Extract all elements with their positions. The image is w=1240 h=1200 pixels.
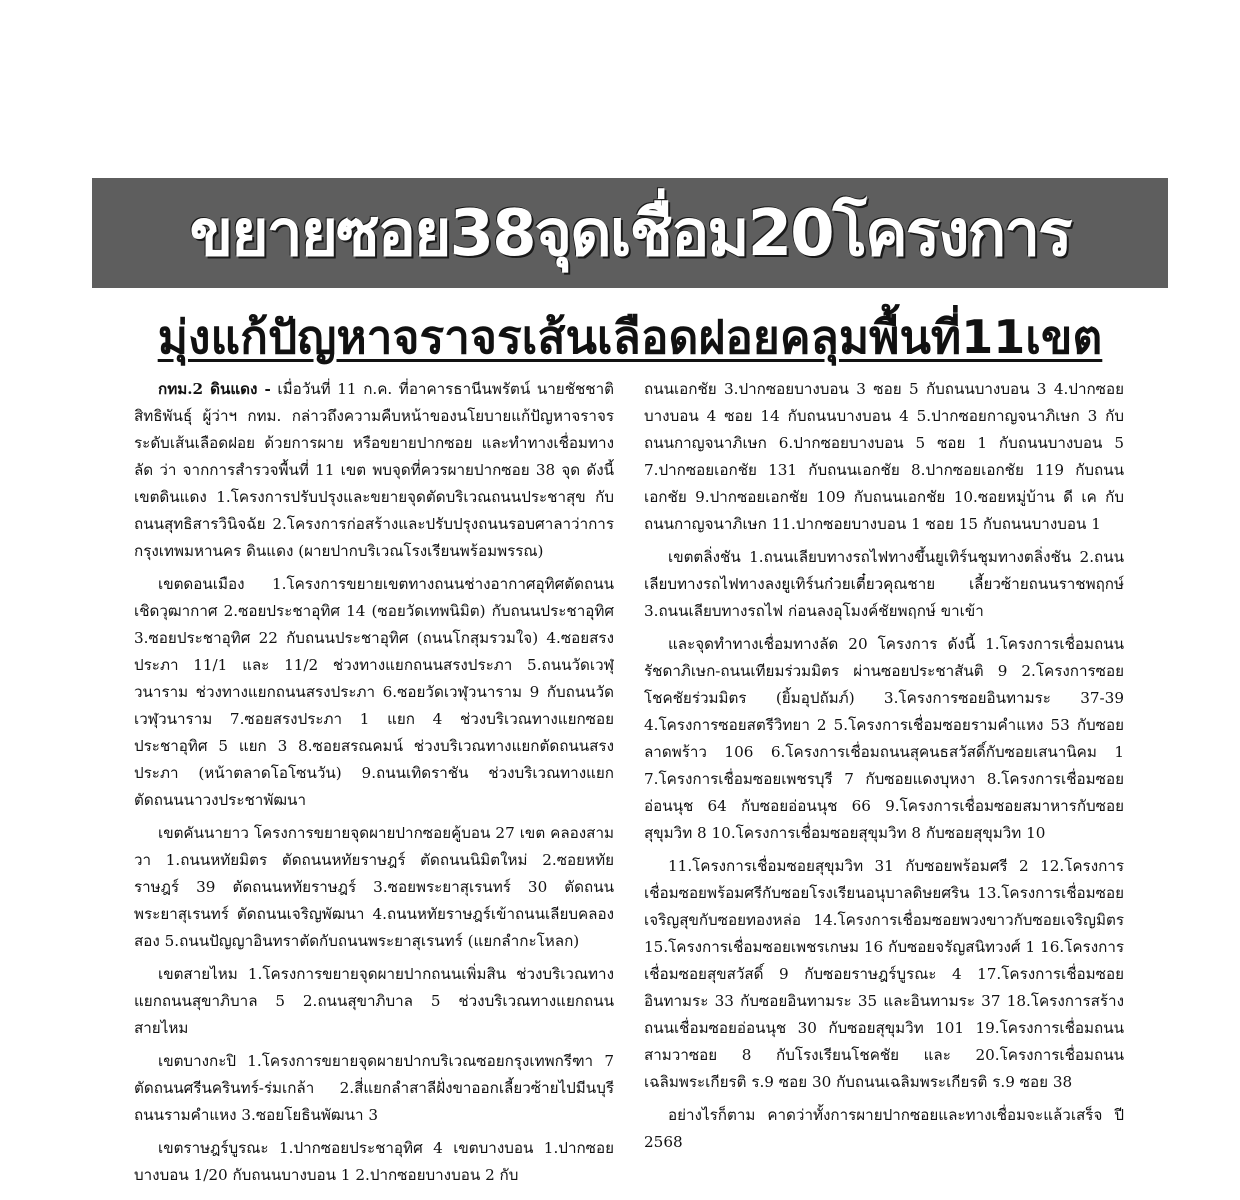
headline-banner (92, 178, 1168, 288)
dateline: กทม.2 ดินแดง - (158, 380, 271, 398)
headline: ขยายซอย38จุดเชื่อม20โครงการ (189, 197, 1071, 271)
article-left-column (134, 376, 614, 1200)
article-paragraph: ถนนเอกชัย 3.ปากซอยบางบอน 3 ซอย 5 กับถนนบางบอน 3 4.ปากซอยบางบอน 4 ซอย 14 กับถนนบางบอน 4 5.ปากซอยกาญจนาภิเษก 3 กับถนนกาญจนาภิเษก 6.ปากซอยบางบอน 5 ซอย 1 กับถนนบางบอน 5 7.ปากซอยเอกชัย 131 กับถนนเอกชัย 8.ปากซอยเอกชัย 119 กับถนนเอกชัย 9.ปากซอยเอกชัย 109 กับถนนเอกชัย 10.ซอยหมู่บ้าน ดี เค กับถนนกาญจนาภิเษก 11.ปากซอยบางบอน 1 ซอย 15 กับถนนบางบอน 1 (644, 380, 1124, 533)
subheadline-block (92, 300, 1168, 374)
article-paragraph: เขตบางกะปิ 1.โครงการขยายจุดผายปากบริเวณซอยกรุงเทพกรีฑา 7 ตัดถนนศรีนครินทร์-ร่มเกล้า 2.สี่แยกลำสาลีฝั่งขาออกเลี้ยวซ้ายไปมีนบุรี ถนนรามคำแหง 3.ซอยโยธินพัฒนา 3 (134, 1052, 614, 1124)
article-paragraph: อย่างไรก็ตาม คาดว่าทั้งการผายปากซอยและทางเชื่อมจะแล้วเสร็จ ปี 2568 (644, 1106, 1124, 1151)
article-right-column (644, 376, 1124, 1200)
subheadline: มุ่งแก้ปัญหาจราจรเส้นเลือดฝอยคลุมพื้นที่11เขต (157, 309, 1103, 364)
article-paragraph: กทม.2 ดินแดง - เมื่อวันที่ 11 ก.ค. ที่อาคารธานีนพรัตน์ นายชัชชาติ สิทธิพันธุ์ ผู้ว่าฯ กทม. กล่าวถึงความคืบหน้าของนโยบายแก้ปัญหาจราจรระดับเส้นเลือดฝอย ด้วยการผาย หรือขยายปากซอย และทำทางเชื่อมทางลัด ว่า จากการสำรวจพื้นที่ 11 เขต พบจุดที่ควรผายปากซอย 38 จุด ดังนี้ เขตดินแดง 1.โครงการปรับปรุงและขยายจุดตัดบริเวณถนนประชาสุข กับถนนสุทธิสารวินิจฉัย 2.โครงการก่อสร้างและปรับปรุงถนนรอบศาลาว่าการกรุงเทพมหานคร ดินแดง (ผายปากบริเวณโรงเรียนพร้อมพรรณ) (134, 380, 614, 560)
article-paragraph: 11.โครงการเชื่อมซอยสุขุมวิท 31 กับซอยพร้อมศรี 2 12.โครงการเชื่อมซอยพร้อมศรีกับซอยโรงเรียนอนุบาลดิษยศริน 13.โครงการเชื่อมซอยเจริญสุขกับซอยทองหล่อ 14.โครงการเชื่อมซอยพวงขาวกับซอยเจริญมิตร 15.โครงการเชื่อมซอยเพชรเกษม 16 กับซอยจรัญสนิทวงศ์ 1 16.โครงการเชื่อมซอยสุขสวัสดิ์ 9 กับซอยราษฎร์บูรณะ 4 17.โครงการเชื่อมซอยอินทามระ 33 กับซอยอินทามระ 35 และอินทามระ 37 18.โครงการสร้างถนนเชื่อมซอยอ่อนนุช 30 กับซอยสุขุมวิท 101 19.โครงการเชื่อมถนนสามวาซอย 8 กับโรงเรียนโชคชัย และ 20.โครงการเชื่อมถนนเฉลิมพระเกียรติ ร.9 ซอย 30 กับถนนเฉลิมพระเกียรติ ร.9 ซอย 38 (644, 857, 1124, 1091)
article-paragraph: เขตสายไหม 1.โครงการขยายจุดผายปากถนนเพิ่มสิน ช่วงบริเวณทางแยกถนนสุขาภิบาล 5 2.ถนนสุขาภิบาล 5 ช่วงบริเวณทางแยกถนนสายไหม (134, 965, 614, 1037)
article-paragraph: เขตราษฎร์บูรณะ 1.ปากซอยประชาอุทิศ 4 เขตบางบอน 1.ปากซอยบางบอน 1/20 กับถนนบางบอน 1 2.ปากซอยบางบอน 2 กับ (134, 1139, 614, 1184)
article-body (134, 376, 1124, 1200)
article-paragraph: และจุดทำทางเชื่อมทางลัด 20 โครงการ ดังนี้ 1.โครงการเชื่อมถนนรัชดาภิเษก-ถนนเทียมร่วมมิตร ผ่านซอยประชาสันติ 9 2.โครงการซอยโชคชัยร่วมมิตร (ยิ้มอุปถัมภ์) 3.โครงการซอยอินทามระ 37-39 4.โครงการซอยสตรีวิทยา 2 5.โครงการเชื่อมซอยรามคำแหง 53 กับซอยลาดพร้าว 106 6.โครงการเชื่อมถนนสุคนธสวัสดิ์กับซอยเสนานิคม 1 7.โครงการเชื่อมซอยเพชรบุรี 7 กับซอยแดงบุหงา 8.โครงการเชื่อมซอยอ่อนนุช 64 กับซอยอ่อนนุช 66 9.โครงการเชื่อมซอยสมาหารกับซอยสุขุมวิท 8 10.โครงการเชื่อมซอยสุขุมวิท 8 กับซอยสุขุมวิท 10 (644, 635, 1124, 842)
article-paragraph: เขตตลิ่งชัน 1.ถนนเลียบทางรถไฟทางขึ้นยูเทิร์นชุมทางตลิ่งชัน 2.ถนนเลียบทางรถไฟทางลงยูเทิร์นก๋วยเตี๋ยวคุณชาย เลี้ยวซ้ายถนนราชพฤกษ์ 3.ถนนเลียบทางรถไฟ ก่อนลงอุโมงค์ชัยพฤกษ์ ขาเข้า (644, 548, 1124, 620)
article-paragraph: เขตคันนายาว โครงการขยายจุดผายปากซอยคู้บอน 27 เขต คลองสามวา 1.ถนนหทัยมิตร ตัดถนนหทัยราษฎร์ ตัดถนนนิมิตใหม่ 2.ซอยหทัยราษฎร์ 39 ตัดถนนหทัยราษฎร์ 3.ซอยพระยาสุเรนทร์ 30 ตัดถนนพระยาสุเรนทร์ ตัดถนนเจริญพัฒนา 4.ถนนหทัยราษฎร์เข้าถนนเลียบคลองสอง 5.ถนนปัญญาอินทราตัดกับถนนพระยาสุเรนทร์ (แยกลำกะโหลก) (134, 824, 614, 950)
article-paragraph: เขตดอนเมือง 1.โครงการขยายเขตทางถนนช่างอากาศอุทิศตัดถนนเชิดวุฒากาศ 2.ซอยประชาอุทิศ 14 (ซอยวัดเทพนิมิต) กับถนนประชาอุทิศ 3.ซอยประชาอุทิศ 22 กับถนนประชาอุทิศ (ถนนโกสุมรวมใจ) 4.ซอยสรงประภา 11/1 และ 11/2 ช่วงทางแยกถนนสรงประภา 5.ถนนวัดเวฬุวนาราม ช่วงทางแยกถนนสรงประภา 6.ซอยวัดเวฬุวนาราม 9 กับถนนวัดเวฬุวนาราม 7.ซอยสรงประภา 1 แยก 4 ช่วงบริเวณทางแยกซอยประชาอุทิศ 5 แยก 3 8.ซอยสรณคมน์ ช่วงบริเวณทางแยกตัดถนนสรงประภา (หน้าตลาดโอโซนวัน) 9.ถนนเทิดราชัน ช่วงบริเวณทางแยกตัดถนนนาวงประชาพัฒนา (134, 575, 614, 809)
